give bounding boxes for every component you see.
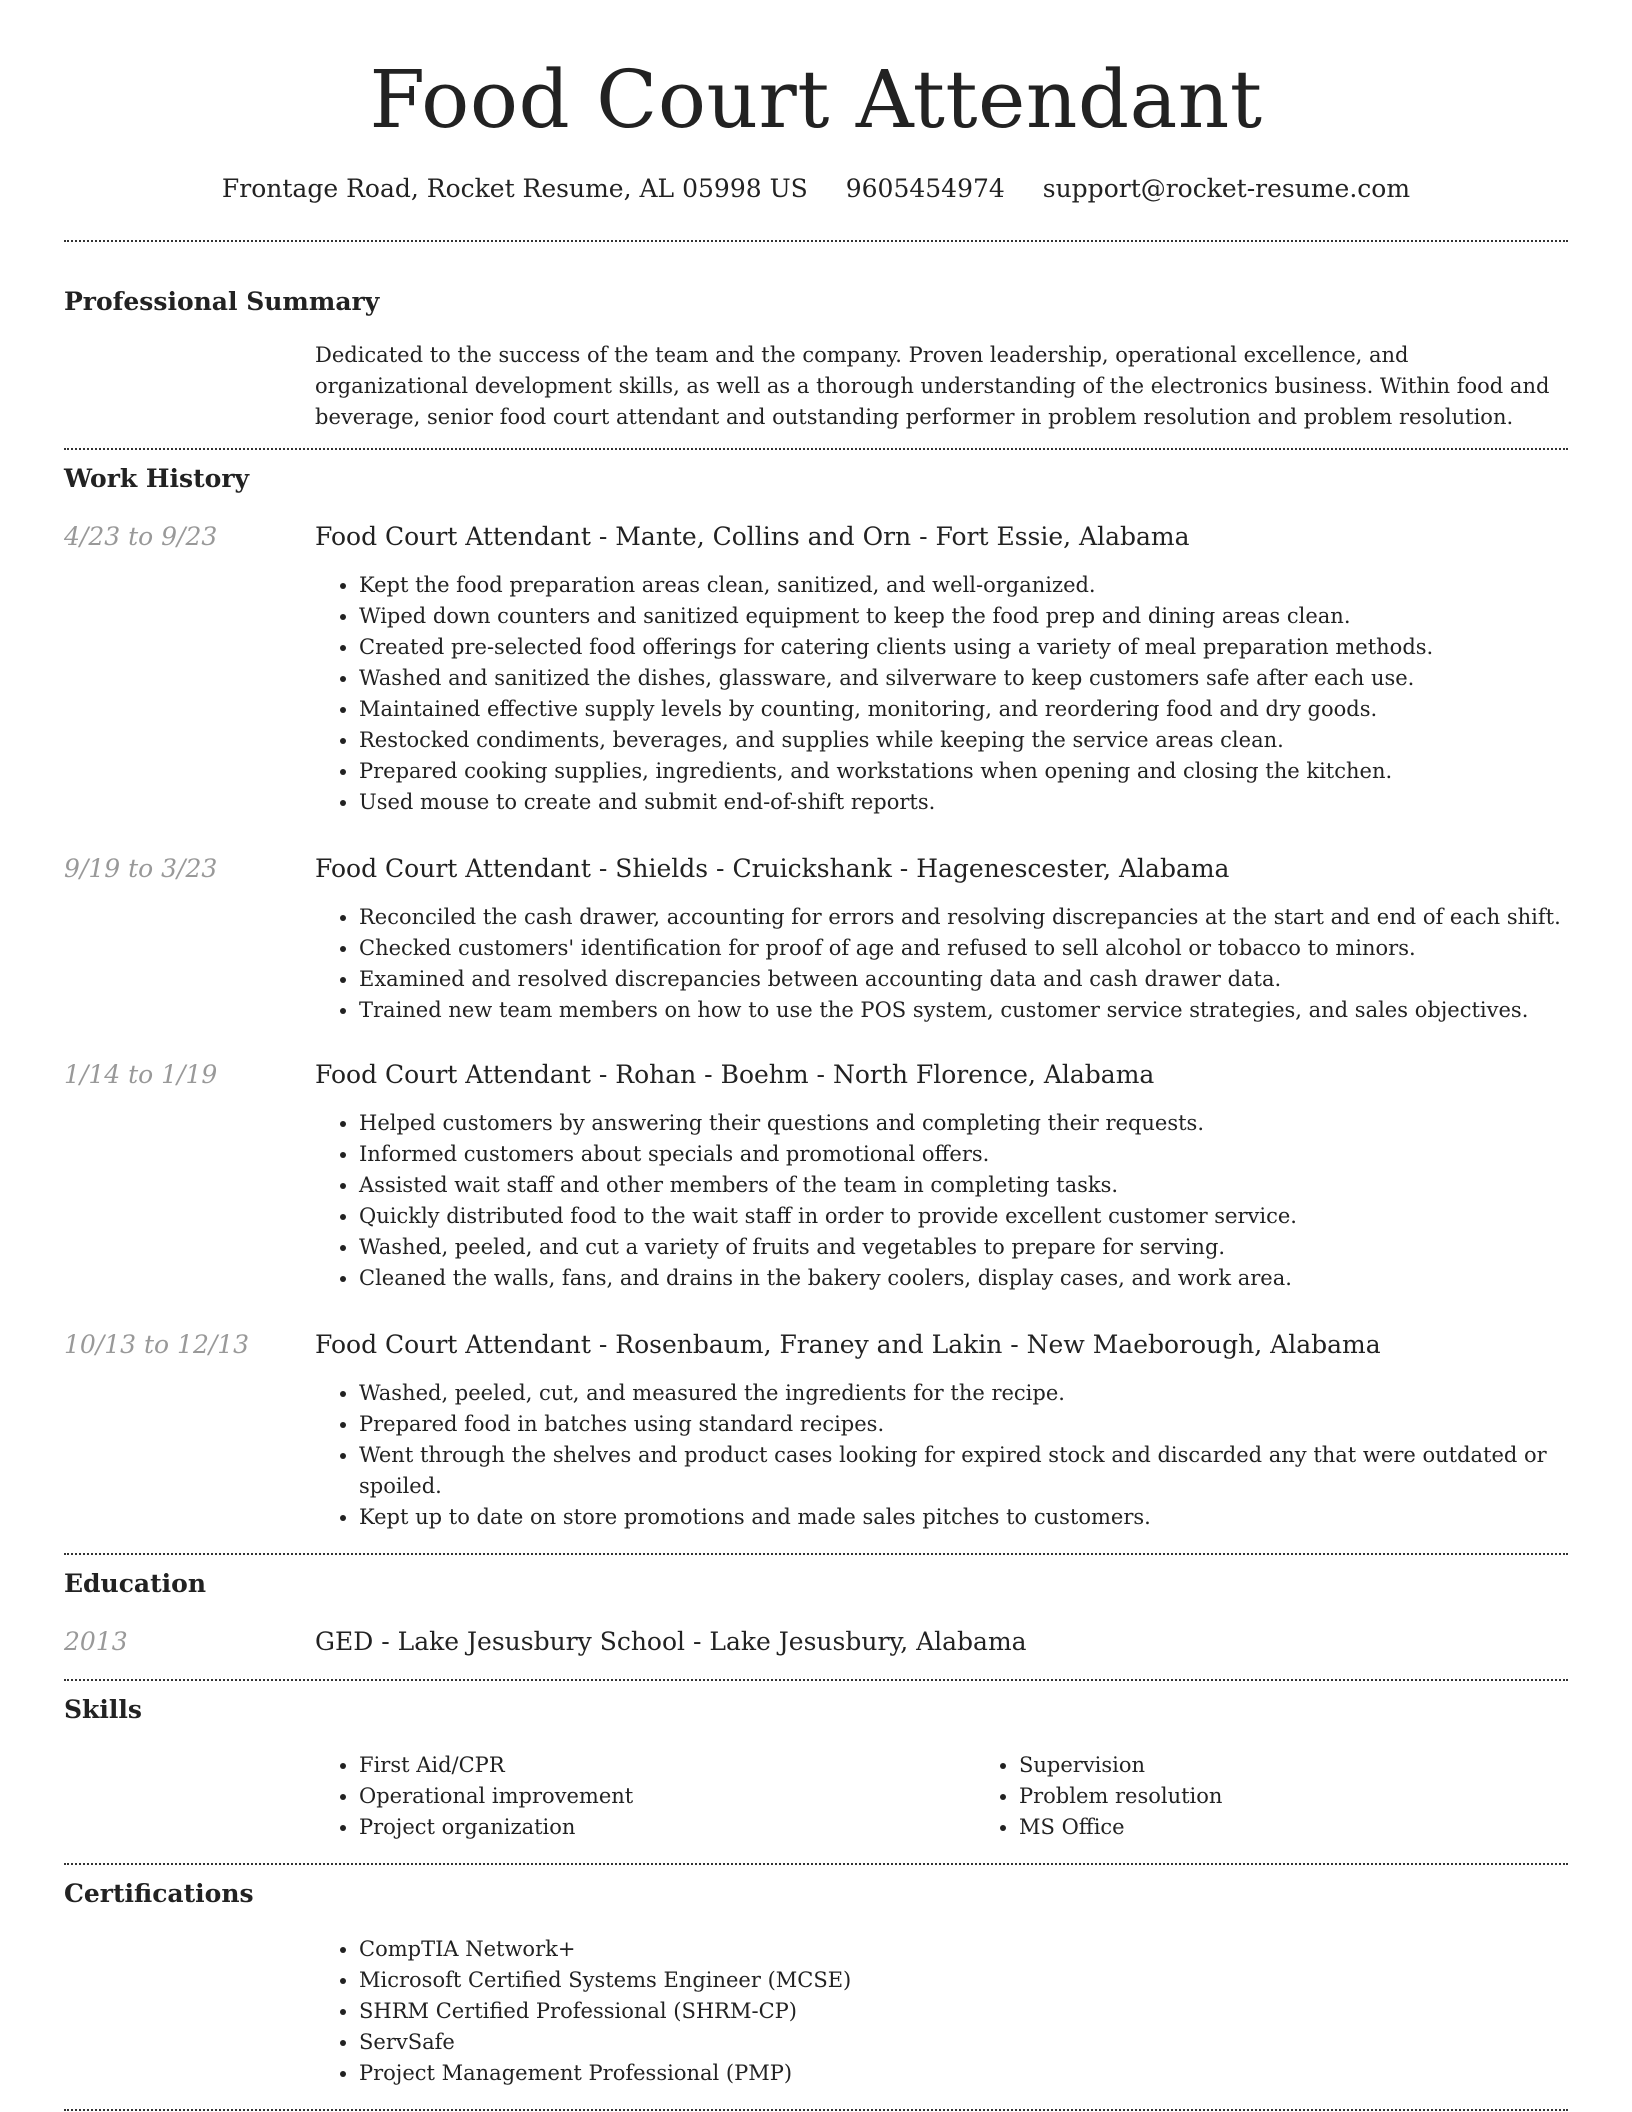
- job-title: Food Court Attendant - Shields - Cruickshank - Hagenescester, Alabama: [315, 854, 1230, 883]
- list-item: • SHRM Certified Professional (SHRM-CP): [359, 1996, 1568, 2027]
- job-bullets: [315, 1378, 1568, 1533]
- list-item: • Went through the shelves and product cases looking for expired stock and discarded any that were outdated or spoiled.: [359, 1440, 1568, 1502]
- list-item: • Problem resolution: [1019, 1781, 1632, 1812]
- contact-phone: 9605454974: [845, 174, 1005, 203]
- work-history-section: [64, 463, 1568, 1533]
- list-item: • Washed and sanitized the dishes, glassware, and silverware to keep customers safe after each use.: [359, 663, 1568, 694]
- list-item: • Washed, peeled, and cut a variety of fruits and vegetables to prepare for serving.: [359, 1232, 1568, 1263]
- job-bullets: [315, 1108, 1568, 1294]
- skills-section: [64, 1694, 1568, 1843]
- divider: [64, 1679, 1568, 1681]
- list-item: • Helped customers by answering their questions and completing their requests.: [359, 1108, 1568, 1139]
- skills-list-right: [975, 1750, 1632, 1843]
- job-entry: [64, 853, 1568, 1026]
- contact-line: [64, 172, 1568, 206]
- list-item: • Kept up to date on store promotions and made sales pitches to customers.: [359, 1502, 1568, 1533]
- job-entry: [64, 1059, 1568, 1294]
- list-item: • Project organization: [359, 1812, 975, 1843]
- list-item: • Created pre-selected food offerings for catering clients using a variety of meal preparation methods.: [359, 632, 1568, 663]
- summary-section: [64, 286, 1568, 433]
- list-item: • Examined and resolved discrepancies between accounting data and cash drawer data.: [359, 964, 1568, 995]
- job-title: Food Court Attendant - Rosenbaum, Franey and Lakin - New Maeborough, Alabama: [315, 1330, 1381, 1359]
- section-title-education: Education: [64, 1569, 207, 1598]
- resume-header: [64, 0, 1568, 206]
- job-dates: 9/19 to 3/23: [64, 854, 218, 883]
- job-bullets: [315, 902, 1568, 1026]
- contact-address: Frontage Road, Rocket Resume, AL 05998 US: [221, 174, 808, 203]
- divider: [64, 448, 1568, 450]
- list-item: • MS Office: [1019, 1812, 1632, 1843]
- job-dates: 1/14 to 1/19: [64, 1060, 218, 1089]
- list-item: • Washed, peeled, cut, and measured the ingredients for the recipe.: [359, 1378, 1568, 1409]
- skills-list-left: [315, 1750, 975, 1843]
- list-item: • Quickly distributed food to the wait staff in order to provide excellent customer service.: [359, 1201, 1568, 1232]
- contact-email: support@rocket-resume.com: [1042, 174, 1411, 203]
- list-item: • Assisted wait staff and other members of the team in completing tasks.: [359, 1170, 1568, 1201]
- divider: [64, 1553, 1568, 1555]
- candidate-name: Food Court Attendant: [369, 53, 1263, 146]
- list-item: • First Aid/CPR: [359, 1750, 975, 1781]
- list-item: • Checked customers' identification for proof of age and refused to sell alcohol or tobacco to minors.: [359, 933, 1568, 964]
- education-degree: GED - Lake Jesusbury School - Lake Jesusbury, Alabama: [315, 1627, 1027, 1656]
- divider: [64, 2109, 1568, 2111]
- summary-text: Dedicated to the success of the team and the company. Proven leadership, operational excellence, and organizational development skills, as well as a thorough understanding of the electronics business. Within food and beverage, senior food court attendant and outstanding performer in problem resolution and problem resolution.: [315, 343, 1550, 429]
- list-item: • Trained new team members on how to use the POS system, customer service strategies, and sales objectives.: [359, 995, 1568, 1026]
- list-item: • Kept the food preparation areas clean, sanitized, and well-organized.: [359, 570, 1568, 601]
- certifications-list: [315, 1934, 1568, 2089]
- list-item: • Informed customers about specials and promotional offers.: [359, 1139, 1568, 1170]
- job-title: Food Court Attendant - Mante, Collins and Orn - Fort Essie, Alabama: [315, 522, 1190, 551]
- list-item: • CompTIA Network+: [359, 1934, 1568, 1965]
- certifications-section: [64, 1878, 1568, 2089]
- list-item: • Microsoft Certified Systems Engineer (MCSE): [359, 1965, 1568, 1996]
- education-entry: [64, 1626, 1568, 1658]
- list-item: • Reconciled the cash drawer, accounting for errors and resolving discrepancies at the start and end of each shift.: [359, 902, 1568, 933]
- job-entry: [64, 521, 1568, 818]
- list-item: • Wiped down counters and sanitized equipment to keep the food prep and dining areas clean.: [359, 601, 1568, 632]
- job-title: Food Court Attendant - Rohan - Boehm - North Florence, Alabama: [315, 1060, 1155, 1089]
- job-dates: 4/23 to 9/23: [64, 522, 218, 551]
- list-item: • Cleaned the walls, fans, and drains in the bakery coolers, display cases, and work area.: [359, 1263, 1568, 1294]
- job-bullets: [315, 570, 1568, 818]
- list-item: • Restocked condiments, beverages, and supplies while keeping the service areas clean.: [359, 725, 1568, 756]
- section-title-work: Work History: [64, 464, 250, 493]
- list-item: • Supervision: [1019, 1750, 1632, 1781]
- list-item: • Project Management Professional (PMP): [359, 2058, 1568, 2089]
- divider: [64, 240, 1568, 242]
- divider: [64, 1863, 1568, 1865]
- job-dates: 10/13 to 12/13: [64, 1330, 250, 1359]
- section-title-certifications: Certifications: [64, 1879, 254, 1908]
- section-title-summary: Professional Summary: [64, 287, 380, 316]
- job-entry: [64, 1329, 1568, 1533]
- section-title-skills: Skills: [64, 1695, 142, 1724]
- education-section: [64, 1568, 1568, 1658]
- list-item: • Prepared food in batches using standard recipes.: [359, 1409, 1568, 1440]
- list-item: • Prepared cooking supplies, ingredients, and workstations when opening and closing the kitchen.: [359, 756, 1568, 787]
- list-item: • Operational improvement: [359, 1781, 975, 1812]
- list-item: • Maintained effective supply levels by counting, monitoring, and reordering food and dry goods.: [359, 694, 1568, 725]
- list-item: • Used mouse to create and submit end-of-shift reports.: [359, 787, 1568, 818]
- education-year: 2013: [64, 1627, 128, 1656]
- list-item: • ServSafe: [359, 2027, 1568, 2058]
